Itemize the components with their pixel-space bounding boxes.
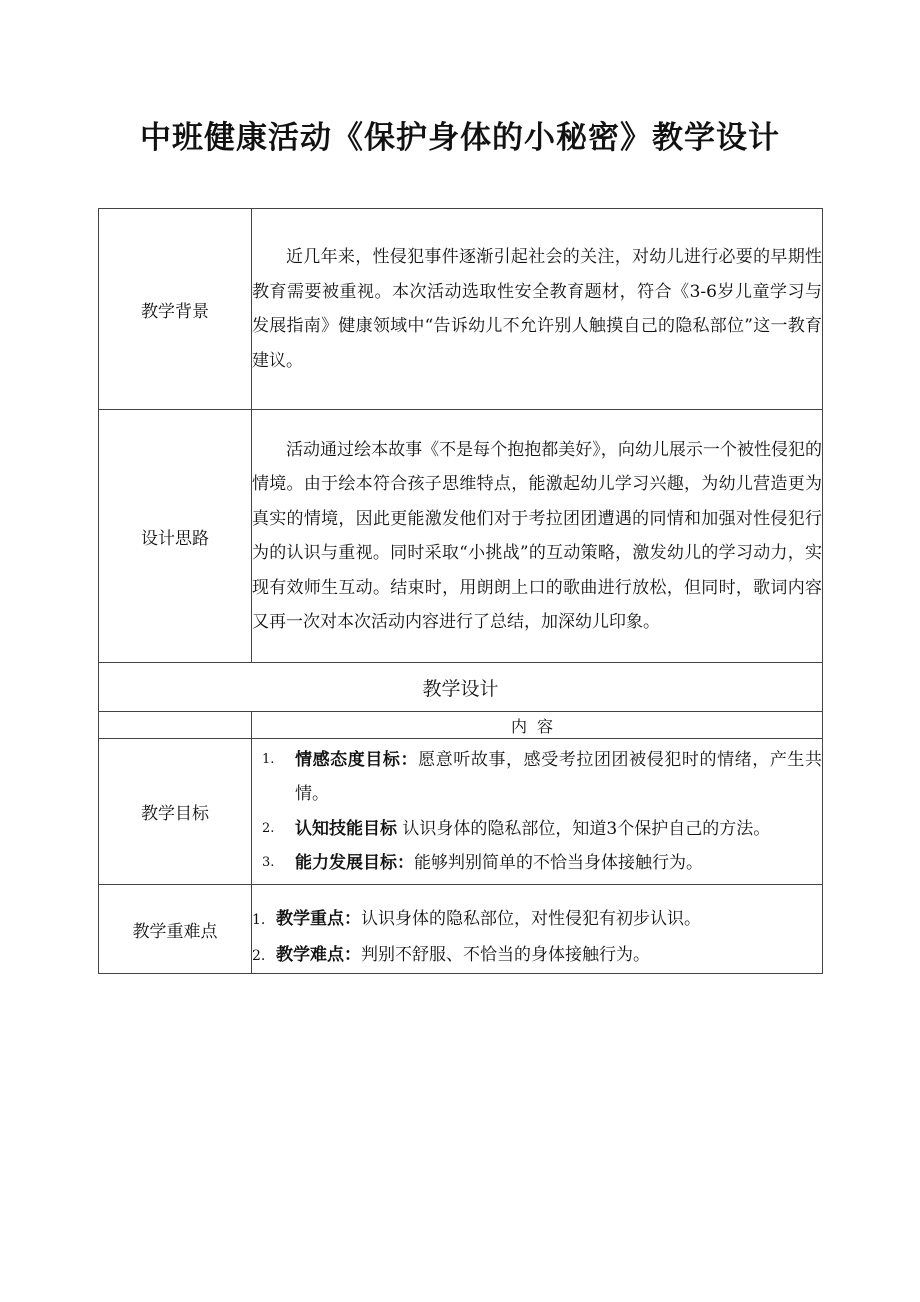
section-title: 教学设计 [99,663,823,712]
background-cell [252,209,823,410]
goal-item [262,812,822,847]
key-point-item [252,938,822,974]
key-points-row [99,885,823,974]
key-point-text: 判别不舒服、不恰当的身体接触行为。 [361,944,650,965]
key-point-number: 2. [252,947,266,964]
background-text: 近几年来，性侵犯事件逐渐引起社会的关注，对幼儿进行必要的早期性教育需要被重视。本次活动选取性安全教育题材，符合《3-6岁儿童学习与发展指南》健康领域中“告诉幼儿不允许别人触摸自己的隐私部位”这一教育建议。 [252,247,822,371]
background-label: 教学背景 [99,209,252,410]
key-point-key: 教学重点： [276,909,361,929]
goal-key: 认知技能目标 [295,818,397,839]
key-point-text: 认识身体的隐私部位，对性侵犯有初步认识。 [361,909,701,929]
goal-text: 愿意听故事，感受考拉团团被侵犯时的情绪，产生共情。 [295,749,823,804]
goal-key: 能力发展目标： [295,853,414,873]
content-header-row [99,712,823,739]
key-point-key: 教学难点： [276,944,361,965]
lesson-plan-table [98,208,823,974]
goals-cell [252,739,823,885]
goal-number: 2. [262,820,275,836]
goal-text: 认识身体的隐私部位，知道3个保护自己的方法。 [397,818,771,839]
design-idea-row [99,410,823,663]
goal-key: 情感态度目标： [295,749,419,770]
goals-row [99,739,823,885]
design-idea-text: 活动通过绘本故事《不是每个抱抱都美好》，向幼儿展示一个被性侵犯的情境。由于绘本符合孩子思维特点，能激起幼儿学习兴趣，为幼儿营造更为真实的情境，因此更能激发他们对于考拉团团遭遇的同情和加强对性侵犯行为的认识与重视。同时采取“小挑战”的互动策略，激发幼儿的学习动力，实现有效师生互动。结束时，用朗朗上口的歌曲进行放松，但同时，歌词内容又再一次对本次活动内容进行了总结，加深幼儿印象。 [252,439,822,632]
content-header-empty [99,712,252,739]
design-idea-cell [252,410,823,663]
goals-label: 教学目标 [99,739,252,885]
section-title-row [99,663,823,712]
content-header: 内容 [252,712,823,739]
goal-item [262,743,822,812]
goal-number: 1. [262,751,275,767]
goal-text: 能够判别简单的不恰当身体接触行为。 [414,853,703,873]
key-points-label: 教学重难点 [99,885,252,974]
background-row [99,209,823,410]
goal-number: 3. [262,855,275,870]
design-idea-label: 设计思路 [99,410,252,663]
key-point-item [252,902,822,938]
document-title: 中班健康活动《保护身体的小秘密》教学设计 [140,120,780,156]
goal-item [262,846,822,881]
key-point-number: 1. [252,912,266,928]
key-points-cell [252,885,823,974]
